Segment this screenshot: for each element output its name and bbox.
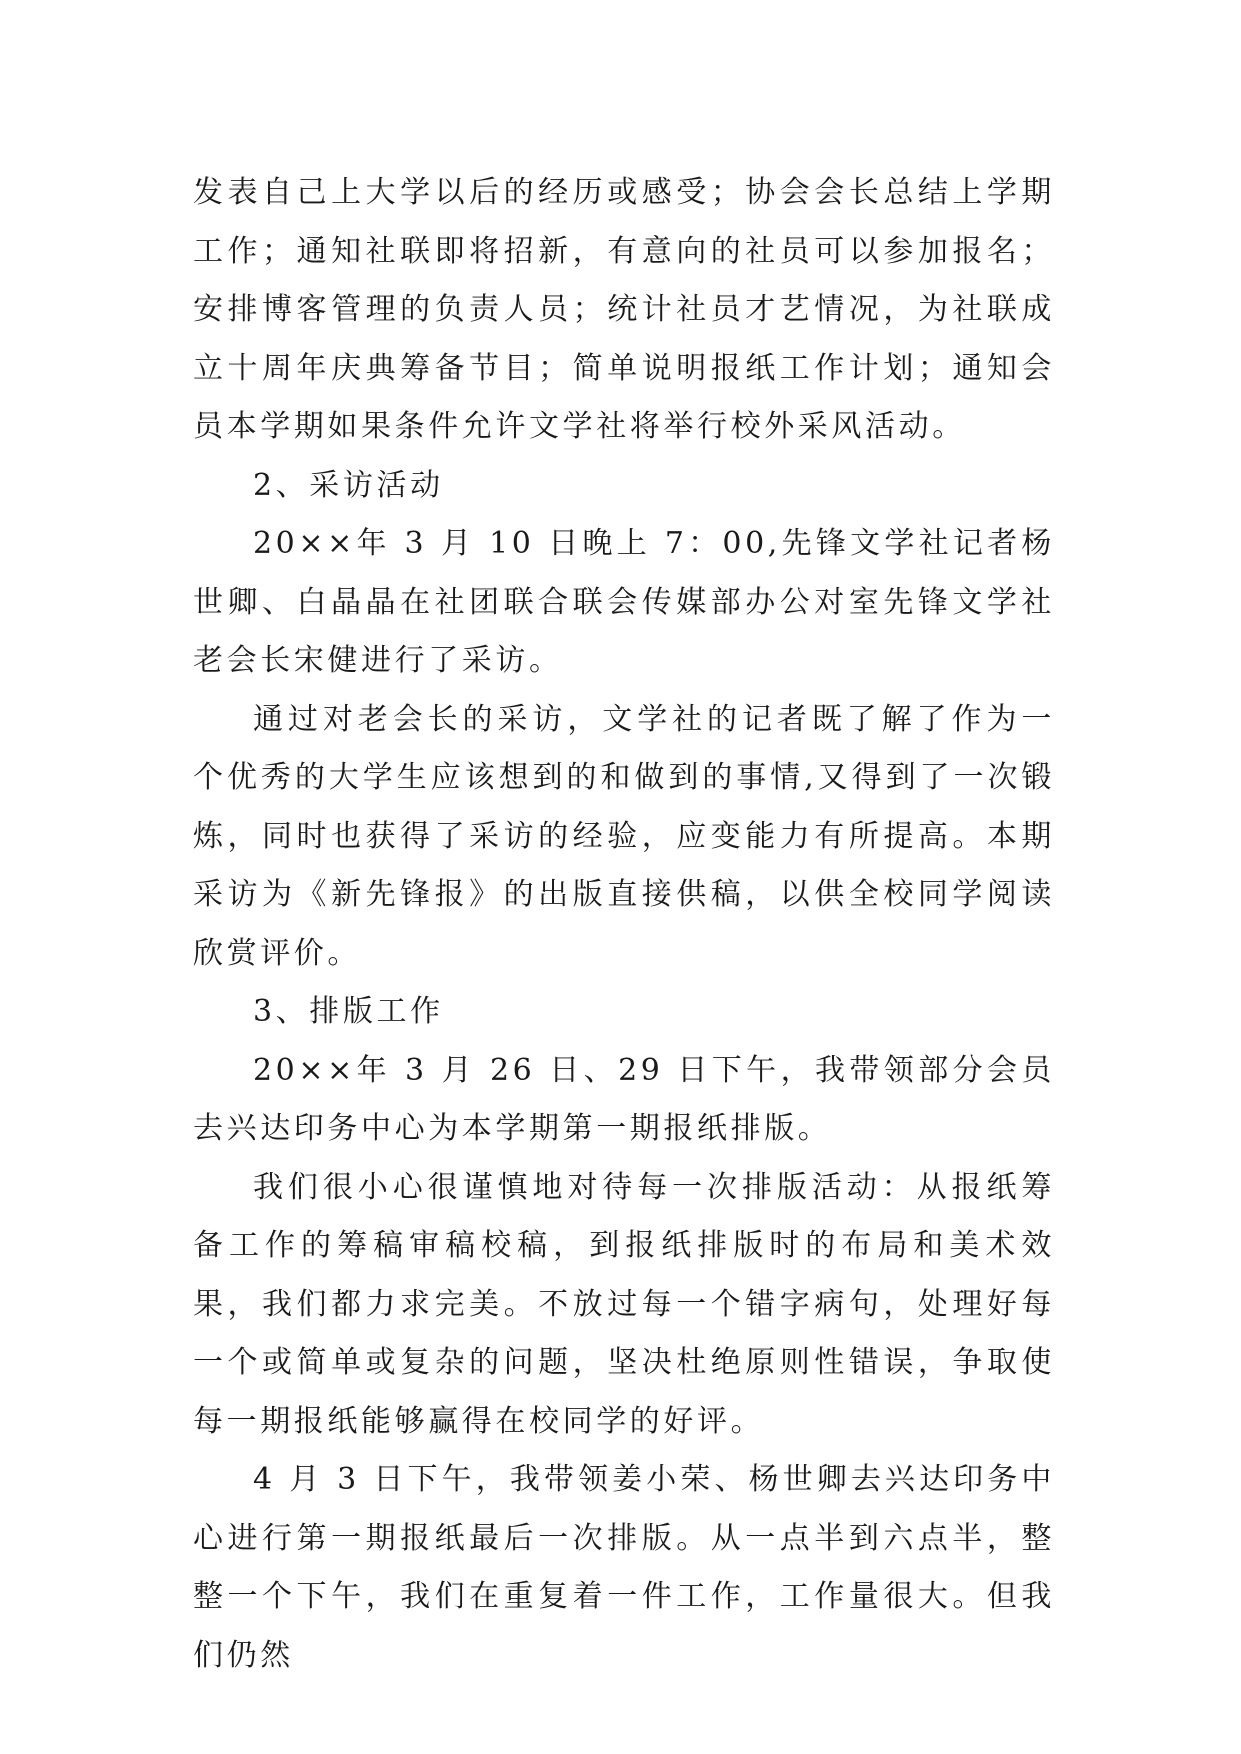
document-body — [193, 164, 1055, 1685]
section-heading-layout: 3、排版工作 — [253, 994, 444, 1029]
paragraph-layout-care: 我们很小心很谨慎地对待每一次排版活动：从报纸筹备工作的筹稿审稿校稿，到报纸排版时的布局和美术效果，我们都力求完美。不放过每一个错字病句，处理好每一个或简单或复杂的问题，坚决杜绝原则性错误，争取使每一期报纸能够赢得在校同学的好评。 — [193, 1169, 1055, 1439]
paragraph-meeting-agenda: 发表自己上大学以后的经历或感受；协会会长总结上学期工作；通知社联即将招新，有意向的社员可以参加报名；安排博客管理的负责人员；统计社员才艺情况，为社联成立十周年庆典筹备节目；简单说明报纸工作计划；通知会员本学期如果条件允许文学社将举行校外采风活动。 — [193, 175, 1055, 444]
paragraph-layout-date: 20××年 3 月 26 日、29 日下午，我带领部分会员去兴达印务中心为本学期第一期报纸排版。 — [193, 1052, 1055, 1146]
paragraph-interview-outcome: 通过对老会长的采访，文学社的记者既了解了作为一个优秀的大学生应该想到的和做到的事情,又得到了一次锻炼，同时也获得了采访的经验，应变能力有所提高。本期采访为《新先锋报》的出版直接供稿，以供全校同学阅读欣赏评价。 — [193, 701, 1055, 971]
paragraph-interview-date: 20××年 3 月 10 日晚上 7：00,先锋文学社记者杨世卿、白晶晶在社团联合联会传媒部办公对室先锋文学社老会长宋健进行了采访。 — [193, 526, 1055, 678]
paragraph-final-layout: 4 月 3 日下午，我带领姜小荣、杨世卿去兴达印务中心进行第一期报纸最后一次排版。从一点半到六点半，整整一个下午，我们在重复着一件工作，工作量很大。但我们仍然 — [193, 1462, 1055, 1673]
section-heading-interview: 2、采访活动 — [253, 467, 444, 503]
